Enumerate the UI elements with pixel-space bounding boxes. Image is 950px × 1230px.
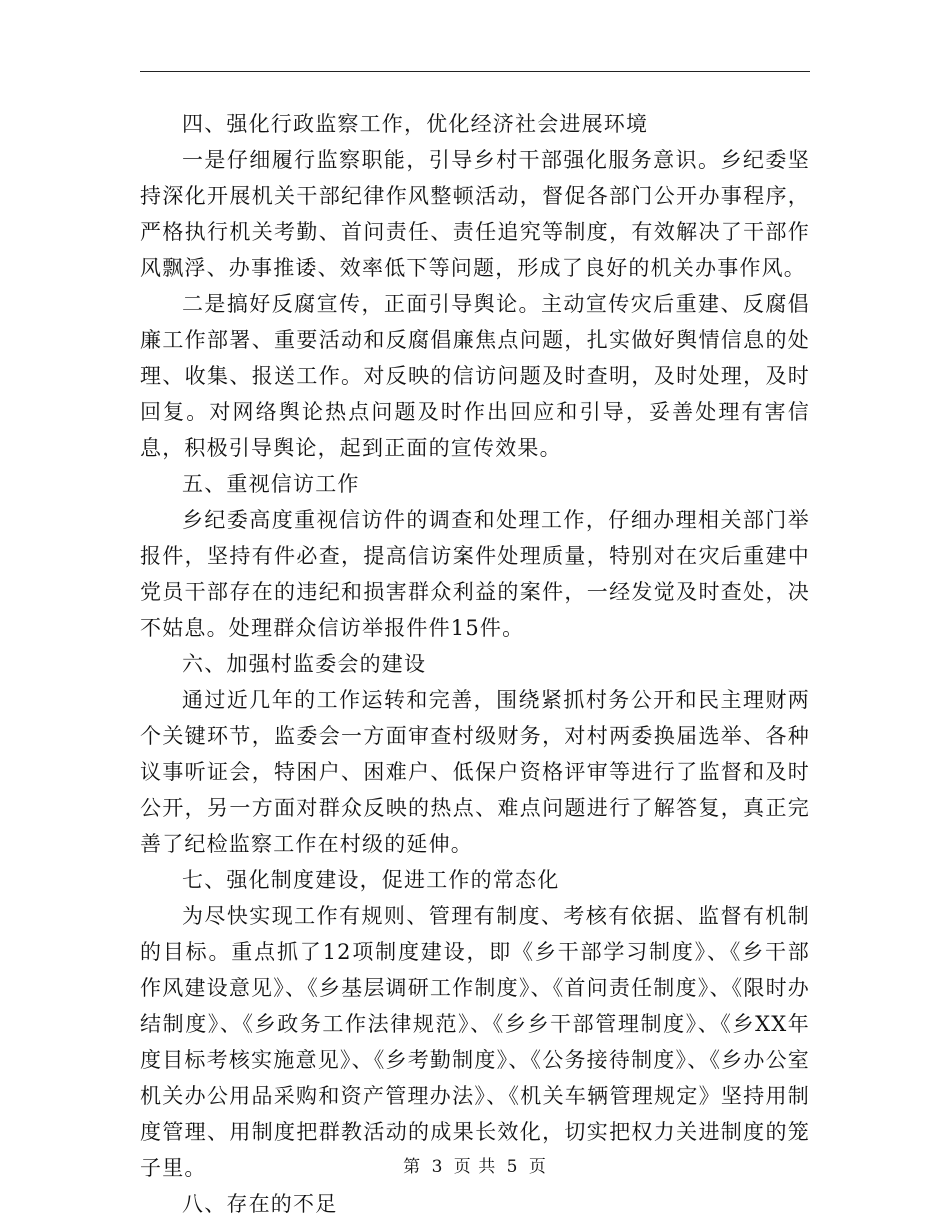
section-heading-8: 八、存在的不足 <box>182 1192 338 1216</box>
header-rule <box>140 71 810 72</box>
section-heading-4: 四、强化行政监察工作，优化经济社会进展环境 <box>182 112 649 136</box>
paragraph: 一是仔细履行监察职能，引导乡村干部强化服务意识。乡纪委坚持深化开展机关干部纪律作风整顿活动，督促各部门公开办事程序，严格执行机关考勤、首问责任、责任追究等制度，有效解决了干部作风飘浮、办事推诿、效率低下等问题，形成了良好的机关办事作风。 <box>140 148 810 280</box>
paragraph: 为尽快实现工作有规则、管理有制度、考核有依据、监督有机制的目标。重点抓了12项制度建设，即《乡干部学习制度》、《乡干部作风建设意见》、《乡基层调研工作制度》、《首问责任制度》、《限时办结制度》、《乡政务工作法律规范》、《乡乡干部管理制度》、《乡XX年度目标考核实施意见》、《乡考勤制度》、《公务接待制度》、《乡办公室机关办公用品采购和资产管理办法》、《机关车辆管理规定》坚持用制度管理、用制度把群教活动的成果长效化，切实把权力关进制度的笼子里。 <box>140 904 810 1180</box>
paragraph: 二是搞好反腐宣传，正面引导舆论。主动宣传灾后重建、反腐倡廉工作部署、重要活动和反腐倡廉焦点问题，扎实做好舆情信息的处理、收集、报送工作。对反映的信访问题及时查明，及时处理，及时回复。对网络舆论热点问题及时作出回应和引导，妥善处理有害信息，积极引导舆论，起到正面的宣传效果。 <box>140 292 810 460</box>
document-body <box>140 106 810 1222</box>
section-heading-5: 五、重视信访工作 <box>182 472 360 496</box>
section-heading-6: 六、加强村监委会的建设 <box>182 652 427 676</box>
paragraph: 乡纪委高度重视信访件的调查和处理工作，仔细办理相关部门举报件，坚持有件必查，提高信访案件处理质量，特别对在灾后重建中党员干部存在的违纪和损害群众利益的案件，一经发觉及时查处，决不姑息。处理群众信访举报件件15件。 <box>140 508 810 640</box>
paragraph: 通过近几年的工作运转和完善，围绕紧抓村务公开和民主理财两个关键环节，监委会一方面审查村级财务，对村两委换届选举、各种议事听证会，特困户、困难户、低保户资格评审等进行了监督和及时公开，另一方面对群众反映的热点、难点问题进行了解答复，真正完善了纪检监察工作在村级的延伸。 <box>140 688 810 856</box>
footer-page-number: 3 <box>431 1157 444 1177</box>
footer-total-pages: 5 <box>506 1157 519 1177</box>
footer-prefix: 第 <box>403 1157 422 1177</box>
footer-suffix: 页 <box>528 1157 547 1177</box>
page-footer <box>0 1152 950 1177</box>
section-heading-7: 七、强化制度建设，促进工作的常态化 <box>182 868 560 892</box>
footer-middle: 页 共 <box>453 1157 497 1177</box>
